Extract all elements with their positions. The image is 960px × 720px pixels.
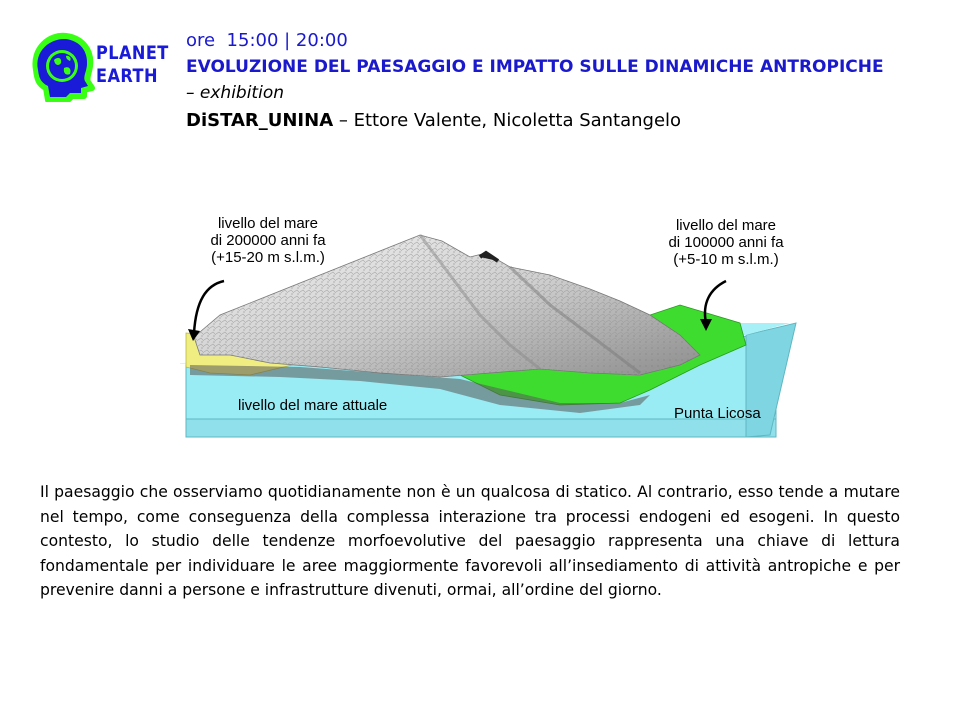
description-paragraph: Il paesaggio che osserviamo quotidianamente non è un qualcosa di statico. Al contrario, esso tende a mutare nel tempo, come conseguenza della complessa interazione tra processi endogeni ed esogeni. In questo contesto, lo studio delle tendenze morfoevolutive del paesaggio rappresenta una chiave di lettura fondamentale per individuare le aree maggiormente favorevoli all’insediamento di attività antropiche e per prevenire danni a persone e infrastrutture divenuti, ormai, all’ordine del giorno. <box>40 483 900 599</box>
event-title: EVOLUZIONE DEL PAESAGGIO E IMPATTO SULLE DINAMICHE ANTROPICHE <box>186 57 884 77</box>
label-punta-licosa: Punta Licosa <box>674 405 761 422</box>
planet-earth-logo <box>28 30 168 102</box>
label-right-line-2: di 100000 anni fa <box>668 234 784 251</box>
event-subtitle: – exhibition <box>186 83 284 103</box>
head-globe-icon <box>28 30 98 102</box>
landscape-figure <box>180 205 800 445</box>
label-current-sea-level: livello del mare attuale <box>238 397 388 414</box>
header <box>186 28 946 136</box>
logo-text <box>96 42 169 88</box>
label-left-line-1: livello del mare <box>217 215 319 232</box>
label-left-line-2: di 200000 anni fa <box>210 232 326 249</box>
authors: – Ettore Valente, Nicoletta Santangelo <box>333 110 682 131</box>
affiliation: DiSTAR_UNINA <box>186 110 334 131</box>
label-young-sea-level <box>646 217 806 268</box>
logo-line-2: EARTH <box>96 65 158 87</box>
logo-line-1: PLANET <box>96 42 169 64</box>
label-right-line-1: livello del mare <box>675 217 777 234</box>
label-right-line-3: (+5-10 m s.l.m.) <box>673 251 779 268</box>
label-old-sea-level <box>188 215 348 266</box>
event-authors <box>186 106 946 136</box>
event-time: ore 15:00 | 20:00 <box>186 30 348 51</box>
label-left-line-3: (+15-20 m s.l.m.) <box>211 249 325 266</box>
